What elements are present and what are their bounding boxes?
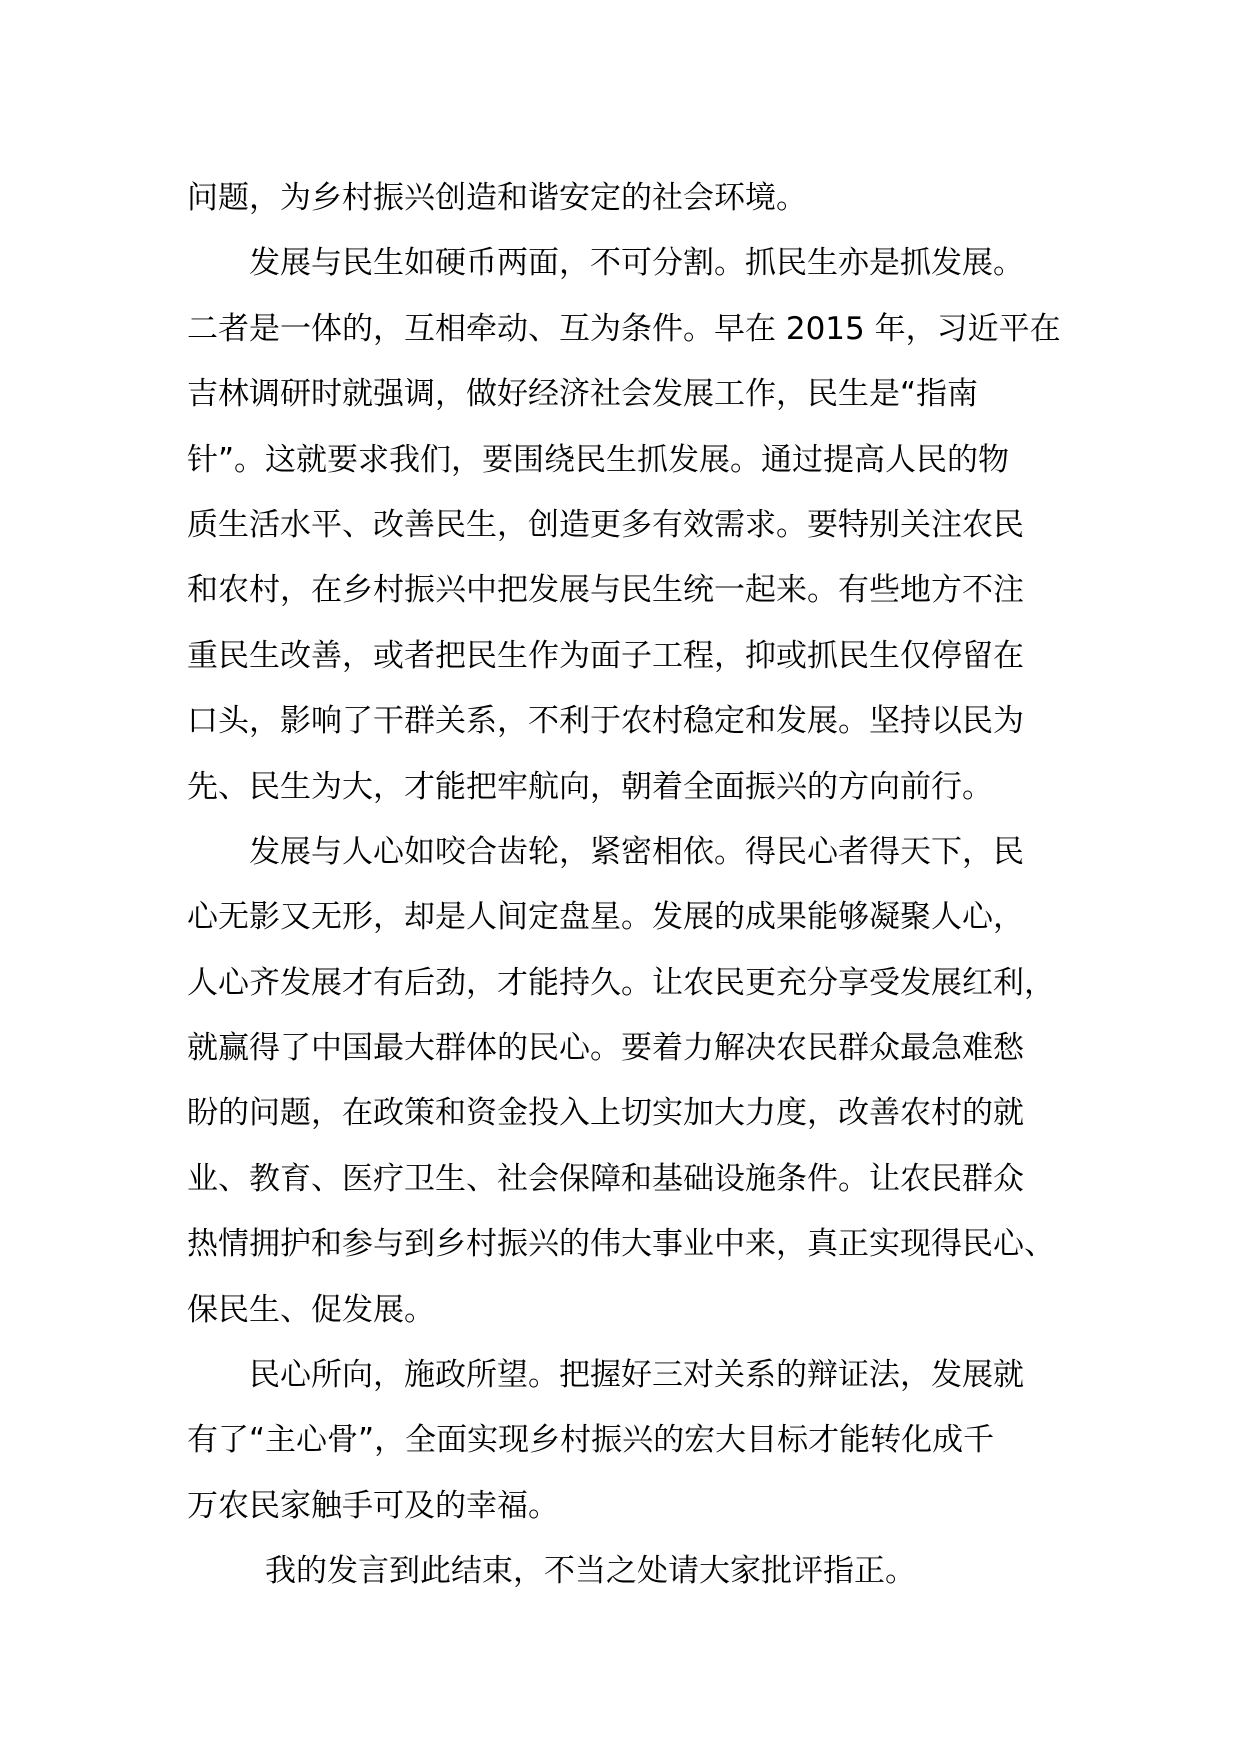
- paragraph-start-line: 发展与民生如硬币两面，不可分割。抓民生亦是抓发展。: [249, 245, 1024, 282]
- text-line: 万农民家触手可及的幸福。: [187, 1487, 559, 1524]
- text-line: 和农村，在乡村振兴中把发展与民生统一起来。有些地方不注: [187, 572, 1024, 609]
- text-line: 盼的问题，在政策和资金投入上切实加大力度，改善农村的就: [187, 1095, 1024, 1132]
- text-line: 二者是一体的，互相牵动、互为条件。早在 2015 年，习近平在: [187, 310, 1061, 347]
- text-line: 就赢得了中国最大群体的民心。要着力解决农民群众最急难愁: [187, 1030, 1024, 1067]
- text-line: 针”。这就要求我们，要围绕民生抓发展。通过提高人民的物: [187, 441, 1010, 478]
- text-line: 重民生改善，或者把民生作为面子工程，抑或抓民生仅停留在: [187, 637, 1024, 674]
- text-line: 质生活水平、改善民生，创造更多有效需求。要特别关注农民: [187, 506, 1024, 543]
- closing-remark-line: 我的发言到此结束，不当之处请大家批评指正。: [265, 1553, 916, 1590]
- text-line: 业、教育、医疗卫生、社会保障和基础设施条件。让农民群众: [187, 1160, 1024, 1197]
- document-body: [187, 166, 1087, 1605]
- text-line: 吉林调研时就强调，做好经济社会发展工作，民生是“指南: [187, 376, 979, 413]
- text-line: 心无影又无形，却是人间定盘星。发展的成果能够凝聚人心，: [187, 899, 1024, 936]
- text-line: 先、民生为大，才能把牢航向，朝着全面振兴的方向前行。: [187, 768, 993, 805]
- paragraph-start-line: 发展与人心如咬合齿轮，紧密相依。得民心者得天下，民: [249, 833, 1024, 870]
- text-line: 保民生、促发展。: [187, 1291, 435, 1328]
- text-line: 热情拥护和参与到乡村振兴的伟大事业中来，真正实现得民心、: [187, 1226, 1055, 1263]
- text-line: 有了“主心骨”，全面实现乡村振兴的宏大目标才能转化成千: [187, 1422, 995, 1459]
- text-line: 人心齐发展才有后劲，才能持久。让农民更充分享受发展红利，: [187, 964, 1055, 1001]
- paragraph-start-line: 民心所向，施政所望。把握好三对关系的辩证法，发展就: [249, 1357, 1024, 1394]
- text-line: 问题，为乡村振兴创造和谐安定的社会环境。: [187, 180, 807, 216]
- text-line: 口头，影响了干群关系，不利于农村稳定和发展。坚持以民为: [187, 703, 1024, 740]
